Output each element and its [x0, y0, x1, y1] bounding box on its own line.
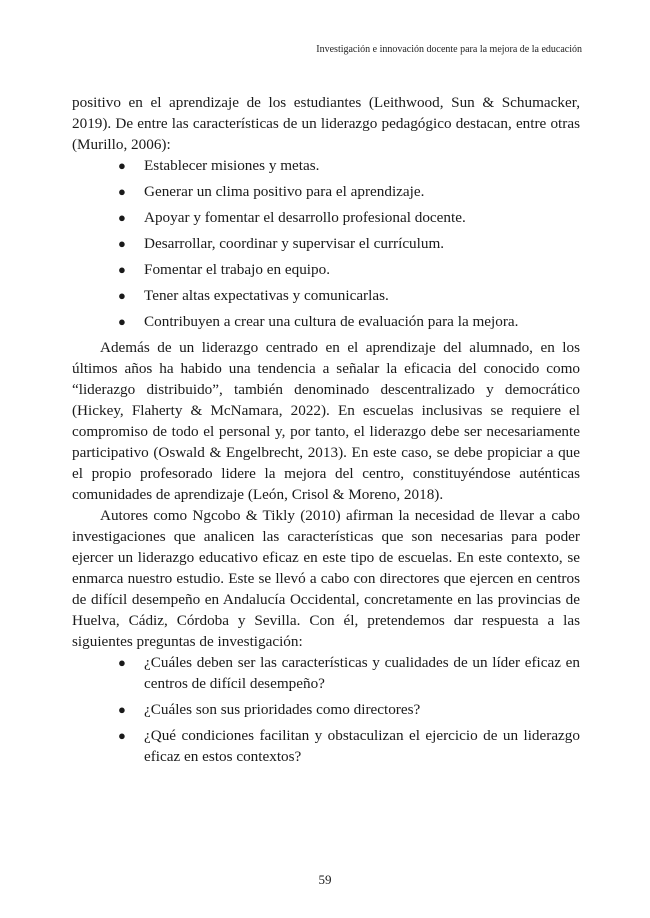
paragraph-distributed-leadership: Además de un liderazgo centrado en el aprendizaje del alumnado, en los últimos años ha habido una tendencia a señalar la eficacia del conocido como “liderazgo distribuido”, también denominado descentralizado y democrático (Hickey, Flaherty & McNamara, 2022). En escuelas inclusivas se requiere el compromiso de todo el personal y, por tanto, el liderazgo debe ser necesariamente participativo (Oswald & Engelbrecht, 2013). En este caso, se debe propiciar a que el propio profesorado lidere la mejora del centro, constituyéndose auténticas comunidades de aprendizaje (León, Crisol & Moreno, 2018). [72, 339, 580, 503]
list-item: ● Apoyar y fomentar el desarrollo profesional docente. [118, 209, 466, 226]
list-item: ● Generar un clima positivo para el aprendizaje. [118, 183, 425, 200]
bullet-icon: ● [118, 655, 126, 670]
list-item: ● Tener altas expectativas y comunicarlas. [118, 287, 389, 304]
page-number: 59 [318, 872, 332, 887]
paragraph-study-context: Autores como Ngcobo & Tikly (2010) afirman la necesidad de llevar a cabo investigaciones que analicen las características que son necesarias para poder ejercer un liderazgo educativo eficaz en este tipo de escuelas. En este contexto, se enmarca nuestro estudio. Este se llevó a cabo con directores que ejercen en centros de difícil desempeño en Andalucía Occidental, concretamente en las provincias de Huelva, Cádiz, Córdoba y Sevilla. Con él, pretendemos dar respuesta a las siguientes preguntas de investigación: [72, 507, 580, 650]
bullet-icon: ● [118, 210, 126, 225]
running-header: Investigación e innovación docente para la mejora de la educación [316, 44, 582, 55]
bullet-icon: ● [118, 158, 126, 173]
list-item: ● ¿Cuáles son sus prioridades como directores? [118, 701, 421, 718]
page-body [72, 92, 580, 772]
bullet-icon: ● [118, 314, 126, 329]
bullet-icon: ● [118, 236, 126, 251]
research-questions-list [72, 652, 580, 767]
bullet-icon: ● [118, 702, 126, 717]
list-item: ● ¿Cuáles deben ser las características y cualidades de un líder eficaz en centros de difícil desempeño? [118, 654, 580, 692]
list-item: ● Contribuyen a crear una cultura de evaluación para la mejora. [118, 313, 519, 330]
bullet-icon: ● [118, 262, 126, 277]
bullet-icon: ● [118, 184, 126, 199]
bullet-icon: ● [118, 728, 126, 743]
paragraph-intro: positivo en el aprendizaje de los estudiantes (Leithwood, Sun & Schumacker, 2019). De entre las características de un liderazgo pedagógico destacan, entre otras (Murillo, 2006): [72, 94, 580, 153]
list-item: ● Fomentar el trabajo en equipo. [118, 261, 330, 278]
list-item: ● ¿Qué condiciones facilitan y obstaculizan el ejercicio de un liderazgo eficaz en estos contextos? [118, 727, 580, 765]
list-item: ● Establecer misiones y metas. [118, 157, 320, 174]
list-item: ● Desarrollar, coordinar y supervisar el currículum. [118, 235, 445, 252]
characteristics-list [72, 155, 580, 332]
bullet-icon: ● [118, 288, 126, 303]
